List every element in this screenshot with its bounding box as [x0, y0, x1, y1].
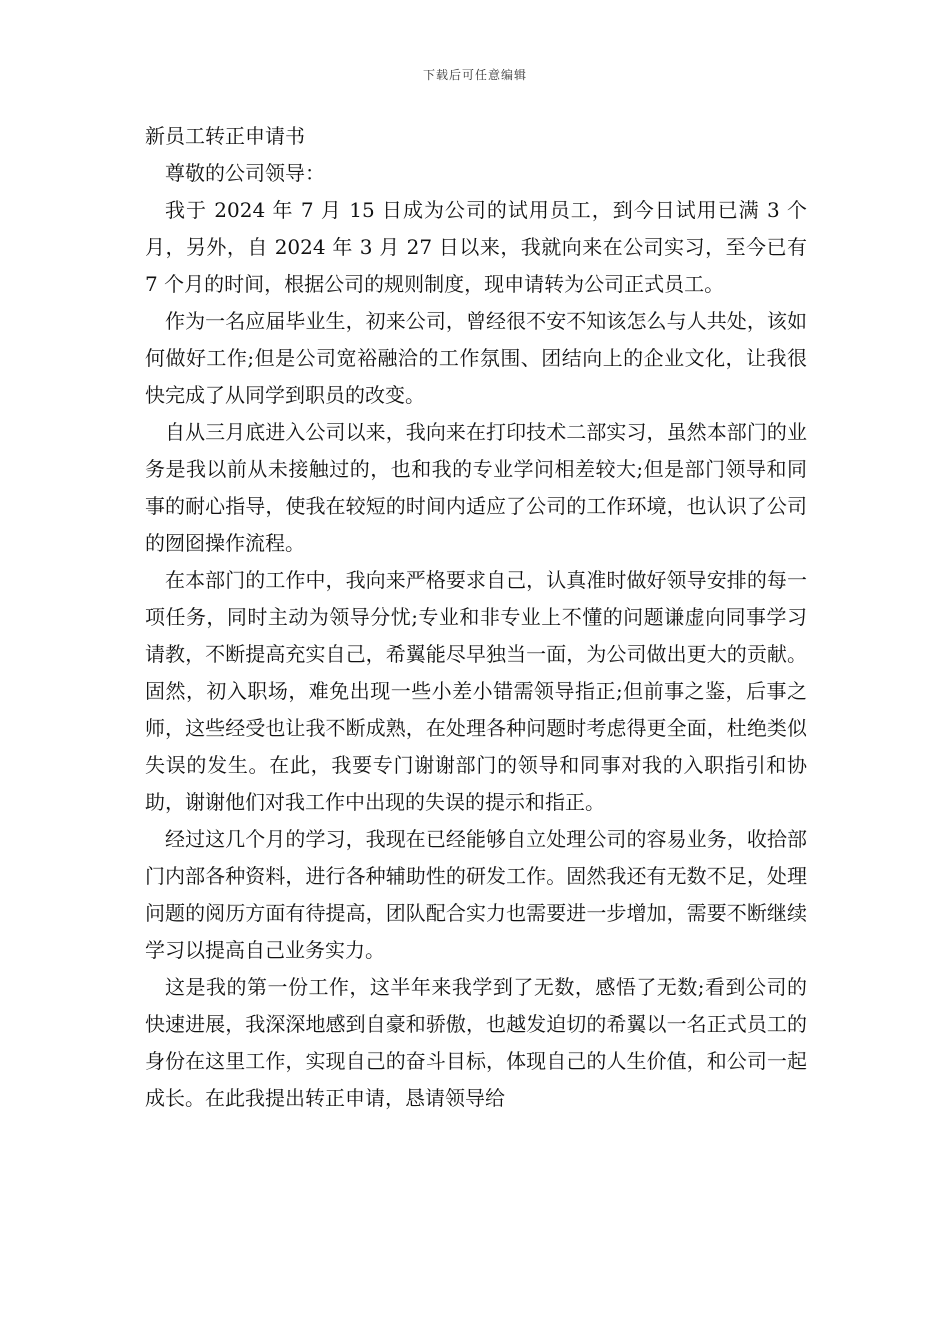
paragraph-probation: 我于 2024 年 7 月 15 日成为公司的试用员工，到今日试用已满 3 个月，另外，自 2024 年 3 月 27 日以来，我就向来在公司实习，至今已有 7 个月的时间，根据公司的规则制度，现申请转为公司正式员工。 [145, 198, 807, 296]
document-title: 新员工转正申请书 [145, 124, 305, 148]
paragraph-department: 自从三月底进入公司以来，我向来在打印技术二部实习，虽然本部门的业务是我以前从未接触过的，也和我的专业学问相差较大;但是部门领导和同事的耐心指导，使我在较短的时间内适应了公司的工作环境，也认识了公司的囫囵操作流程。 [145, 420, 807, 555]
salutation: 尊敬的公司领导： [165, 161, 325, 185]
header-note: 下载后可任意编辑 [422, 68, 527, 82]
document-body [145, 118, 807, 1117]
paragraph-conclusion: 这是我的第一份工作，这半年来我学到了无数，感悟了无数;看到公司的快速进展，我深深地感到自豪和骄傲，也越发迫切的希翼以一名正式员工的身份在这里工作，实现自己的奋斗目标，体现自己的人生价值，和公司一起成长。在此我提出转正申请，恳请领导给 [145, 975, 807, 1110]
paragraph-graduate: 作为一名应届毕业生，初来公司，曾经很不安不知该怎么与人共处，该如何做好工作;但是公司宽裕融洽的工作氛围、团结向上的企业文化，让我很快完成了从同学到职员的改变。 [145, 309, 807, 407]
paragraph-progress: 经过这几个月的学习，我现在已经能够自立处理公司的容易业务，收拾部门内部各种资料，进行各种辅助性的研发工作。固然我还有无数不足，处理问题的阅历方面有待提高，团队配合实力也需要进一步增加，需要不断继续学习以提高自己业务实力。 [145, 827, 807, 962]
paragraph-work-attitude: 在本部门的工作中，我向来严格要求自己，认真准时做好领导安排的每一项任务，同时主动为领导分忧;专业和非专业上不懂的问题谦虚向同事学习请教，不断提高充实自己，希翼能尽早独当一面，为公司做出更大的贡献。固然，初入职场，难免出现一些小差小错需领导指正;但前事之鉴，后事之师，这些经受也让我不断成熟，在处理各种问题时考虑得更全面，杜绝类似失误的发生。在此，我要专门谢谢部门的领导和同事对我的入职指引和协助，谢谢他们对我工作中出现的失误的提示和指正。 [145, 568, 807, 814]
